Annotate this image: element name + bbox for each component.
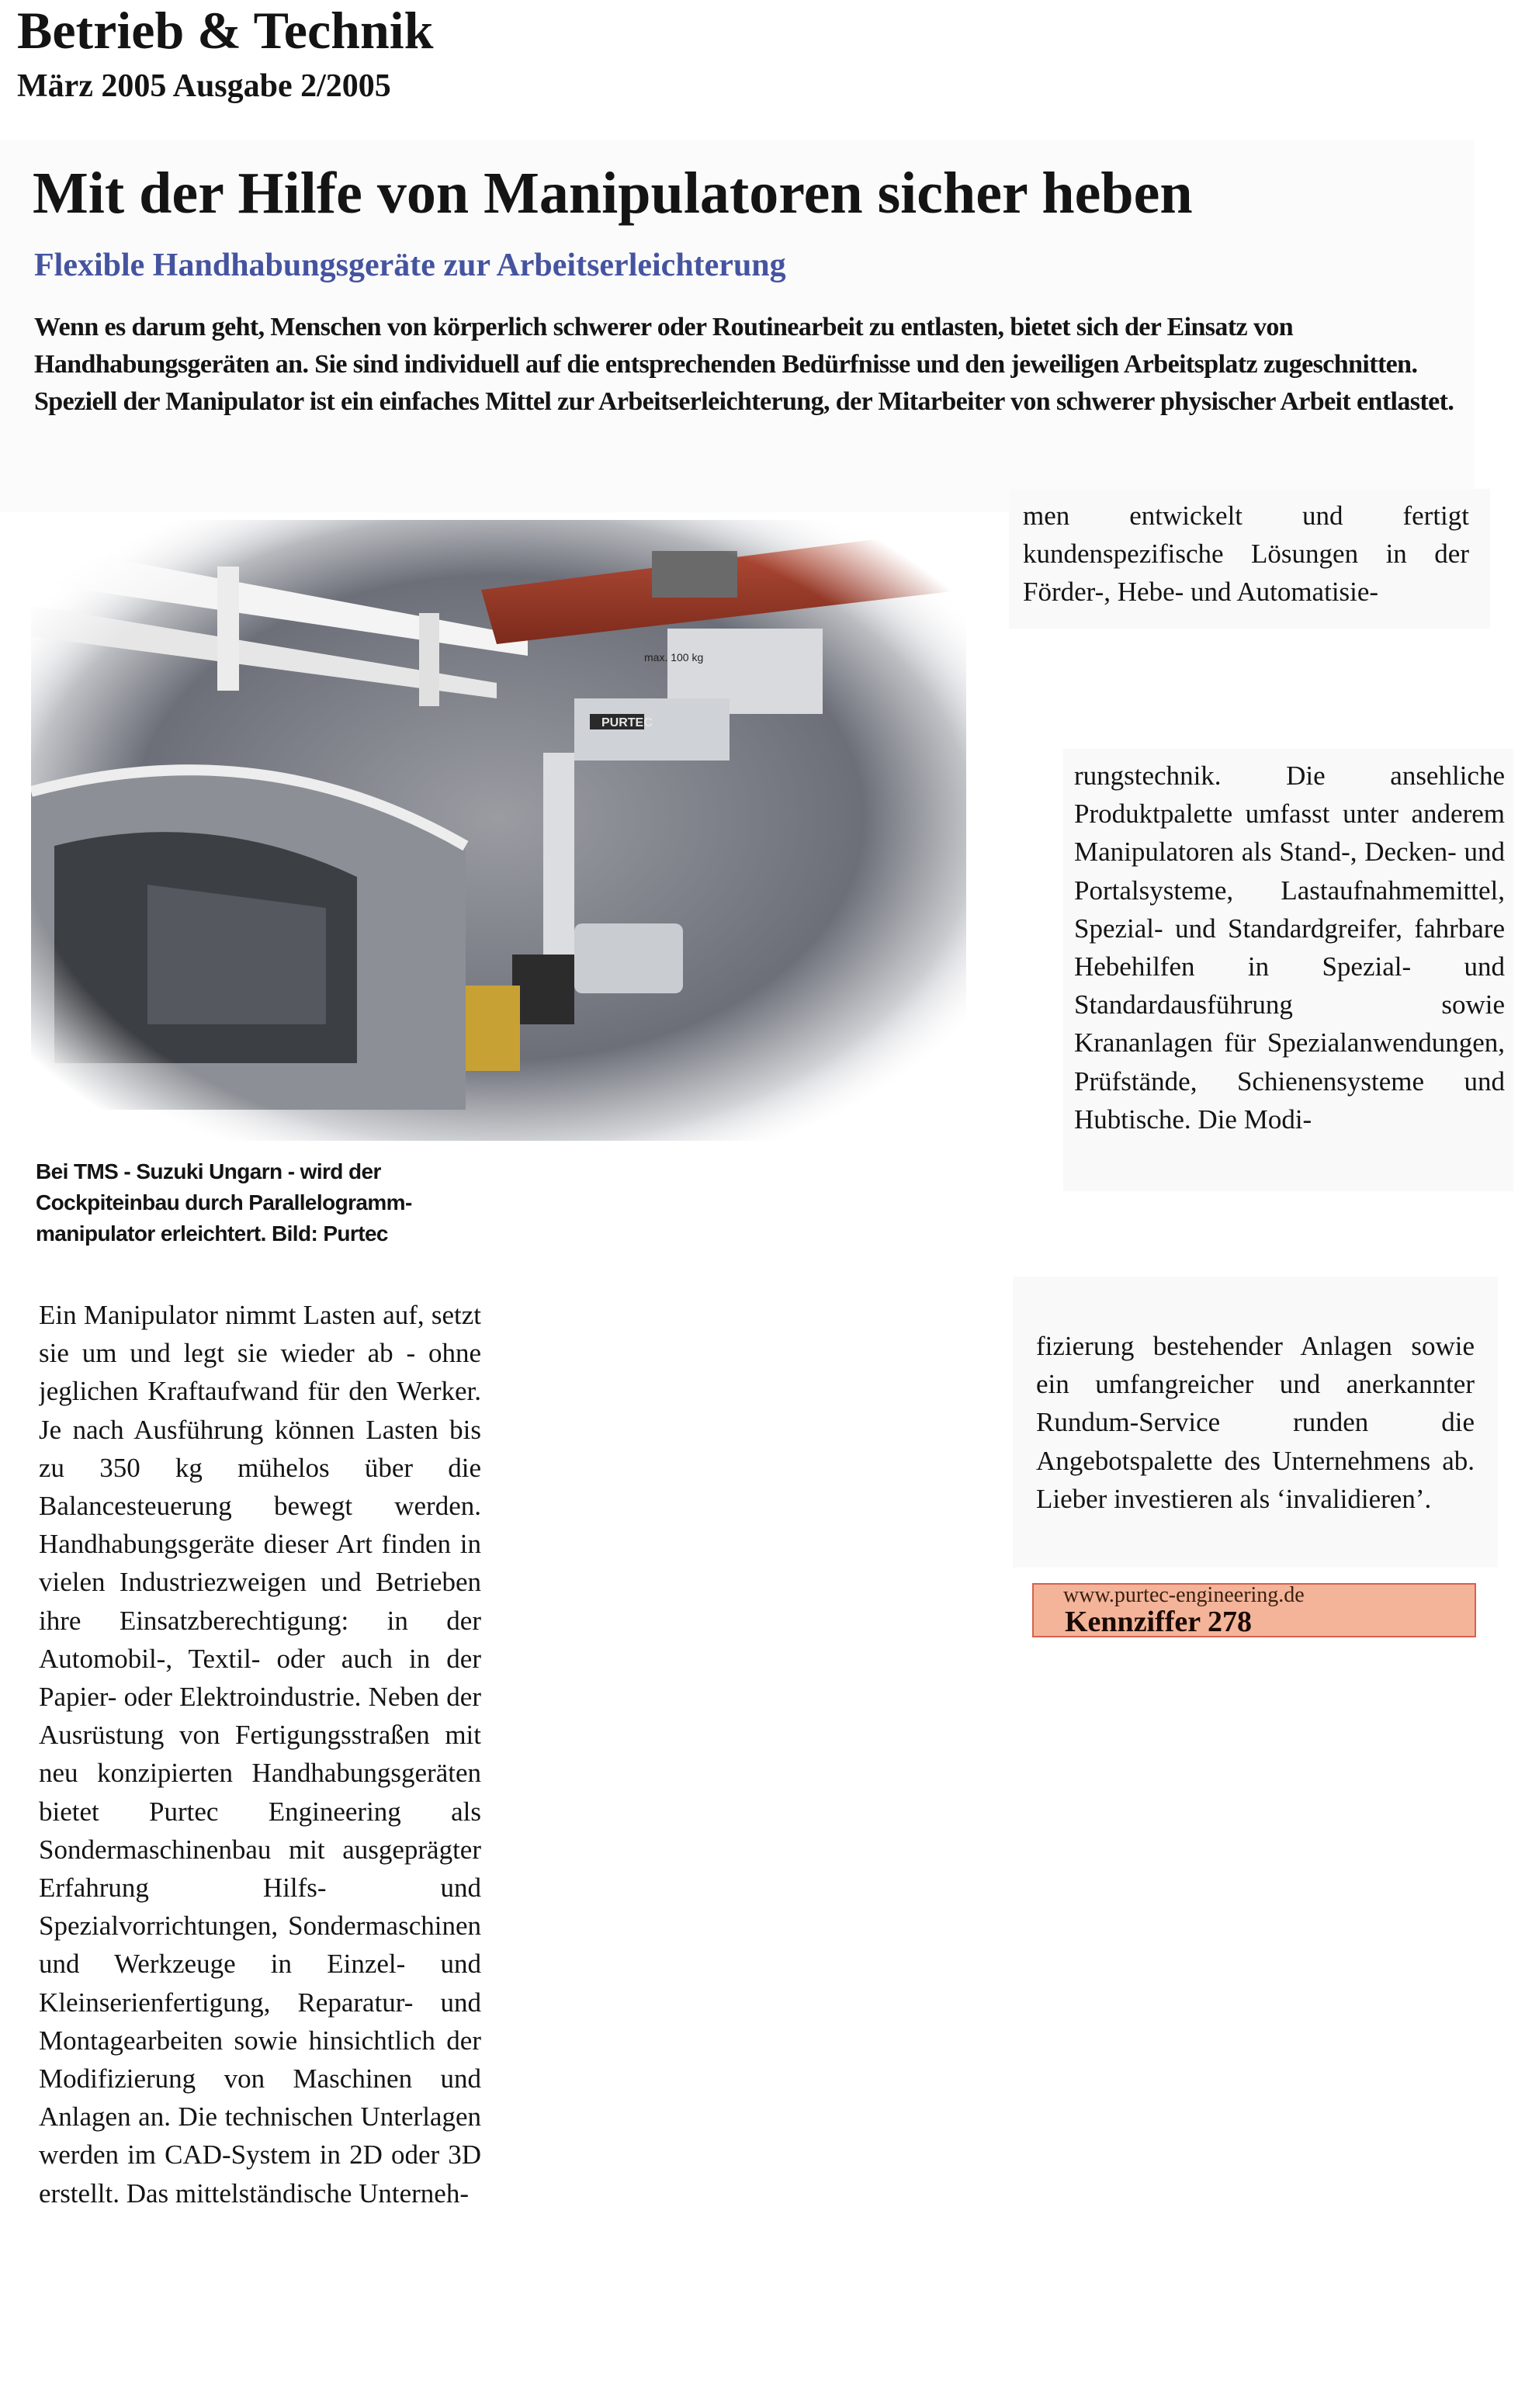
contact-url-link[interactable]: www.purtec-engineering.de: [1063, 1583, 1305, 1607]
contact-code: Kennziffer 278: [1065, 1606, 1252, 1638]
article-headline: Mit der Hilfe von Manipulatoren sicher heben: [33, 161, 1193, 226]
publication-name: Betrieb & Technik: [17, 1, 434, 60]
body-column-right-1: men entwickelt und fertigt kundenspezifische Lösungen in der Förder-, Hebe- und Automatisie-: [1023, 501, 1469, 608]
body-column-right-2: rungstechnik. Die ansehliche Produktpalette umfasst unter anderem Manipulatoren als Stand-, Decken- und Portalsysteme, Lastaufnahmemittel, Spezial- und Standardgreifer, fahrbare Hebehilfen in Spezial- und Standardausführung sowie Krananlagen für Spezialanwendungen, Prüfstände, Schienensysteme und Hubtische. Die Modi-: [1074, 761, 1505, 1135]
publication-issue: März 2005 Ausgabe 2/2005: [17, 68, 391, 104]
industrial-manipulator-photo: [31, 520, 966, 1141]
photo-caption: Bei TMS - Suzuki Ungarn - wird der Cockpiteinbau durch Parallelogramm-manipulator erleichtert. Bild: Purtec: [36, 1159, 412, 1246]
article-lead: Wenn es darum geht, Menschen von körperlich schwerer oder Routinearbeit zu entlasten, bietet sich der Einsatz von Handhabungsgeräten an. Sie sind individuell auf die entsprechenden Bedürfnisse und den jeweiligen Arbeitsplatz zugeschnitten. Speziell der Manipulator ist ein einfaches Mittel zur Arbeitserleichterung, der Mitarbeiter von schwerer physischer Arbeit entlastet.: [34, 313, 1454, 416]
load-rating-label: max. 100 kg: [644, 651, 704, 663]
body-column-right-3: fizierung bestehender Anlagen sowie ein umfangreicher und anerkannter Rundum-Service runden die Angebotspalette des Unternehmens ab. Lieber investieren als ‘invalidieren’.: [1036, 1331, 1475, 1514]
article-subheadline: Flexible Handhabungsgeräte zur Arbeitserleichterung: [34, 248, 786, 283]
body-column-left: Ein Manipulator nimmt Lasten auf, setzt sie um und legt sie wieder ab - ohne jeglichen Kraftaufwand für den Werker. Je nach Ausführung können Lasten bis zu 350 kg mühelos über die Balancesteuerung bewegt werden. Handhabungsgeräte dieser Art finden in vielen Industriezweigen und Betrieben ihre Einsatzberechtigung: in der Automobil-, Textil- oder auch in der Papier- oder Elektroindustrie. Neben der Ausrüstung von Fertigungsstraßen mit neu konzipierten Handhabungsgeräten bietet Purtec Engineering als Sondermaschinenbau mit ausgeprägter Erfahrung Hilfs- und Spezialvorrichtungen, Sondermaschinen und Werkzeuge in Einzel- und Kleinserienfertigung, Reparatur- und Montagearbeiten sowie hinsichtlich der Modifizierung von Maschinen und Anlagen an. Die technischen Unterlagen werden im CAD-System in 2D oder 3D erstellt. Das mittelständische Unterneh-: [39, 1300, 481, 2209]
brand-label: PURTEC: [601, 716, 653, 729]
